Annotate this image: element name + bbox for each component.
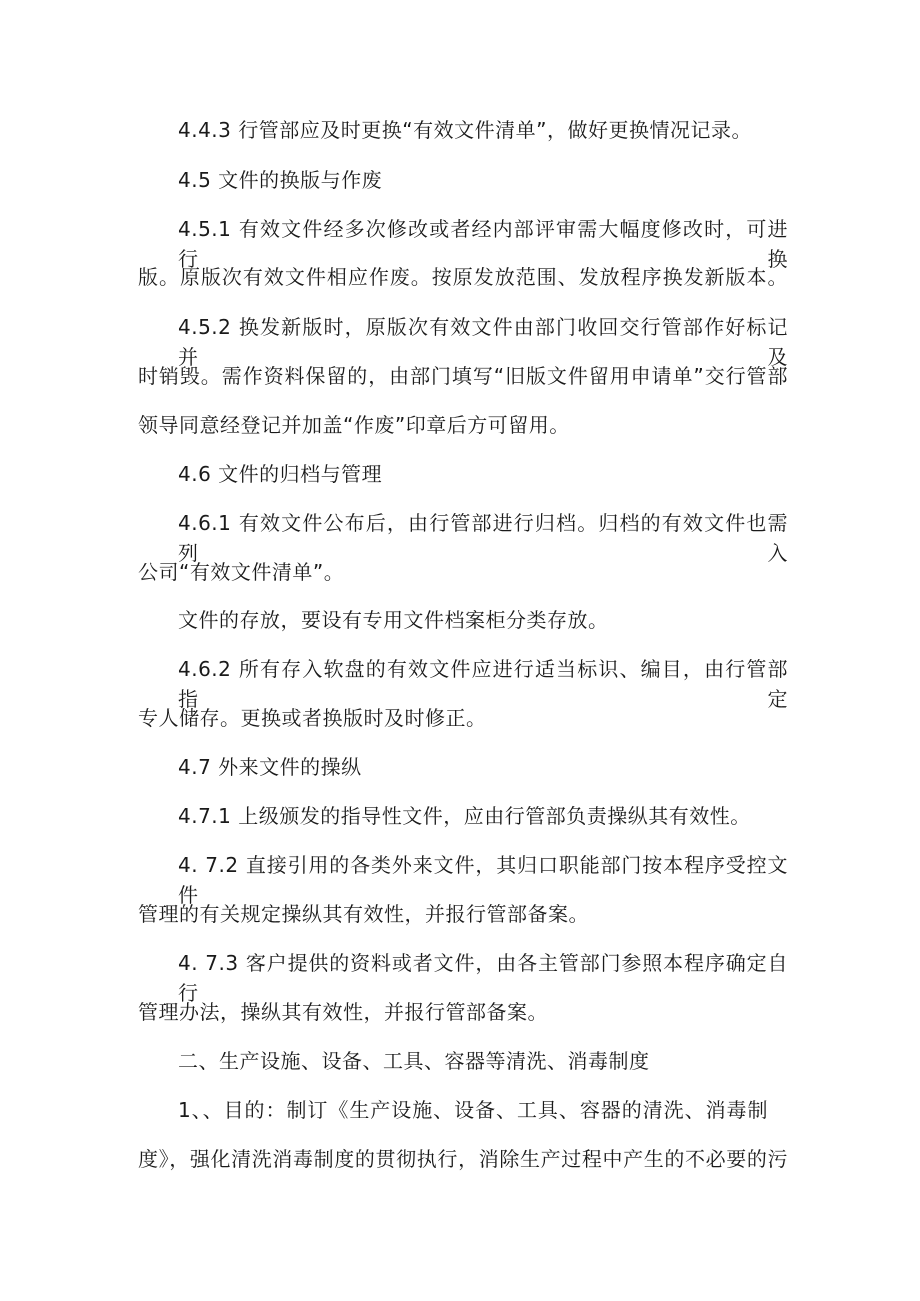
paragraph-4-7-2-line-1: 4. 7.2 直接引用的各类外来文件，其归口职能部门按本程序受控文件 [178,853,788,907]
paragraph-4-6-2-line-1: 4.6.2 所有存入软盘的有效文件应进行适当标识、编目，由行管部指定 [178,657,788,711]
heading-4-6: 4.6 文件的归档与管理 [178,462,383,486]
paragraph-4-6-2-line-2: 专人储存。更换或者换版时及时修正。 [138,706,487,730]
paragraph-4-7-3-line-1: 4. 7.3 客户提供的资料或者文件，由各主管部门参照本程序确定自行 [178,951,788,1005]
paragraph-4-5-2-line-1: 4.5.2 换发新版时，原版次有效文件由部门收回交行管部作好标记并及 [178,315,788,369]
paragraph-4-7-3-line-2: 管理办法，操纵其有效性，并报行管部备案。 [138,1000,548,1024]
paragraph-4-5-1-line-1: 4.5.1 有效文件经多次修改或者经内部评审需大幅度修改时，可进行换 [178,217,788,271]
paragraph-4-7-1: 4.7.1 上级颁发的指导性文件，应由行管部负责操纵其有效性。 [178,804,751,828]
heading-4-7: 4.7 外来文件的操纵 [178,755,362,779]
paragraph-purpose-line-1: 1、、目的：制订《生产设施、设备、工具、容器的清洗、消毒制 [178,1098,768,1122]
paragraph-4-5-2-line-3: 领导同意经登记并加盖“作废”印章后方可留用。 [138,413,570,437]
heading-4-5: 4.5 文件的换版与作废 [178,168,383,192]
paragraph-storage: 文件的存放，要设有专用文件档案柜分类存放。 [178,608,609,632]
paragraph-4-5-1-line-2: 版。原版次有效文件相应作废。按原发放范围、发放程序换发新版本。 [138,265,788,289]
paragraph-4-7-2-line-2: 管理的有关规定操纵其有效性，并报行管部备案。 [138,902,589,926]
section-heading-2: 二、生产设施、设备、工具、容器等清洗、消毒制度 [178,1049,650,1073]
paragraph-4-6-1-line-2: 公司“有效文件清单”。 [138,560,345,584]
paragraph-4-6-1-line-1: 4.6.1 有效文件公布后，由行管部进行归档。归档的有效文件也需列入 [178,511,788,565]
paragraph-purpose-line-2: 度》，强化清洗消毒制度的贯彻执行，消除生产过程中产生的不必要的污 [138,1147,788,1171]
paragraph-4-4-3: 4.4.3 行管部应及时更换“有效文件清单”，做好更换情况记录。 [178,118,752,142]
paragraph-4-5-2-line-2: 时销毁。需作资料保留的，由部门填写“旧版文件留用申请单”交行管部 [138,364,788,388]
